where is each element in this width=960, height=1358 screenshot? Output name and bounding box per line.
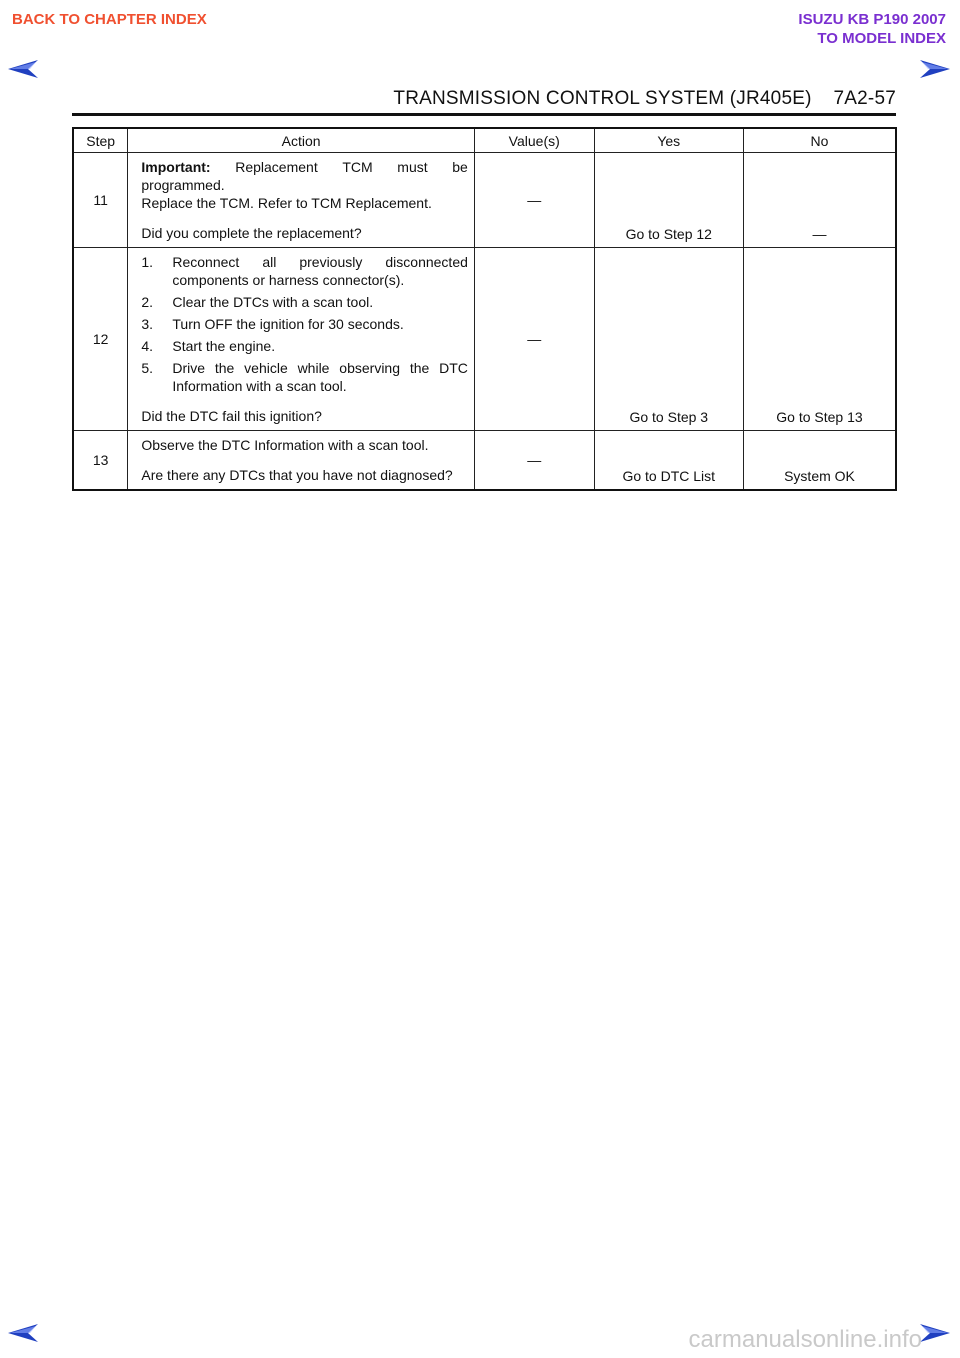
important-word: TCM (342, 159, 373, 175)
list-item-text: Clear the DTCs with a scan tool. (172, 294, 374, 310)
question-text: Did you complete the replacement? (141, 225, 362, 241)
previous-page-arrow-icon[interactable] (6, 1322, 40, 1344)
list-item-text: Reconnect all previously disconnected components or harness connector(s). (172, 254, 468, 288)
action-steps-list (141, 253, 468, 395)
important-word: must (397, 159, 428, 175)
list-item (141, 337, 468, 355)
list-item (141, 315, 468, 333)
action-cell (128, 153, 475, 248)
back-to-chapter-index-link[interactable]: BACK TO CHAPTER INDEX (12, 11, 207, 28)
value-cell: — (474, 431, 594, 491)
action-cell (128, 431, 475, 491)
no-cell: Go to Step 13 (743, 248, 896, 431)
list-item (141, 293, 468, 311)
list-item (141, 359, 468, 395)
column-header-action: Action (128, 128, 475, 153)
question-text: Did the DTC fail this ignition? (141, 408, 322, 424)
table-row (73, 248, 896, 431)
to-model-index-link[interactable]: TO MODEL INDEX (817, 30, 946, 47)
important-word: be (452, 159, 468, 175)
column-header-yes: Yes (594, 128, 743, 153)
important-word: Replacement (235, 159, 318, 175)
page-header-title: TRANSMISSION CONTROL SYSTEM (JR405E) 7A2-57 (393, 88, 896, 109)
yes-cell: Go to DTC List (594, 431, 743, 491)
model-title: ISUZU KB P190 2007 (798, 11, 946, 28)
list-item-text: Drive the vehicle while observing the DTC Information with a scan tool. (172, 360, 468, 394)
important-note (141, 158, 468, 176)
list-item-number: 4. (141, 338, 154, 354)
step-number: 13 (73, 431, 128, 491)
list-item (141, 253, 468, 289)
list-item-number: 3. (141, 316, 154, 332)
question-text: Are there any DTCs that you have not diagnosed? (141, 467, 453, 483)
value-cell: — (474, 248, 594, 431)
table-header-row (73, 128, 896, 153)
next-page-arrow-icon[interactable] (918, 1322, 952, 1344)
important-label: Important: (141, 159, 211, 175)
watermark: carmanualsonline.info (688, 1326, 922, 1353)
list-item-number: 1. (141, 254, 154, 270)
yes-cell: Go to Step 3 (594, 248, 743, 431)
list-item-text: Start the engine. (172, 338, 276, 354)
action-text: Observe the DTC Information with a scan tool. (141, 437, 429, 453)
action-cell (128, 248, 475, 431)
step-number: 12 (73, 248, 128, 431)
column-header-values: Value(s) (474, 128, 594, 153)
value-cell: — (474, 153, 594, 248)
no-cell: System OK (743, 431, 896, 491)
table-row (73, 153, 896, 248)
action-text: Replace the TCM. Refer to TCM Replacement. (141, 195, 432, 211)
diagnostic-table (72, 127, 897, 491)
important-note-continuation: programmed. (141, 177, 225, 193)
list-item-text: Turn OFF the ignition for 30 seconds. (172, 316, 404, 332)
list-item-number: 2. (141, 294, 154, 310)
no-cell: — (743, 153, 896, 248)
header-rule (72, 113, 896, 116)
yes-cell: Go to Step 12 (594, 153, 743, 248)
next-page-arrow-icon[interactable] (918, 58, 952, 80)
list-item-number: 5. (141, 360, 154, 376)
column-header-step: Step (73, 128, 128, 153)
step-number: 11 (73, 153, 128, 248)
previous-page-arrow-icon[interactable] (6, 58, 40, 80)
table-row (73, 431, 896, 491)
column-header-no: No (743, 128, 896, 153)
